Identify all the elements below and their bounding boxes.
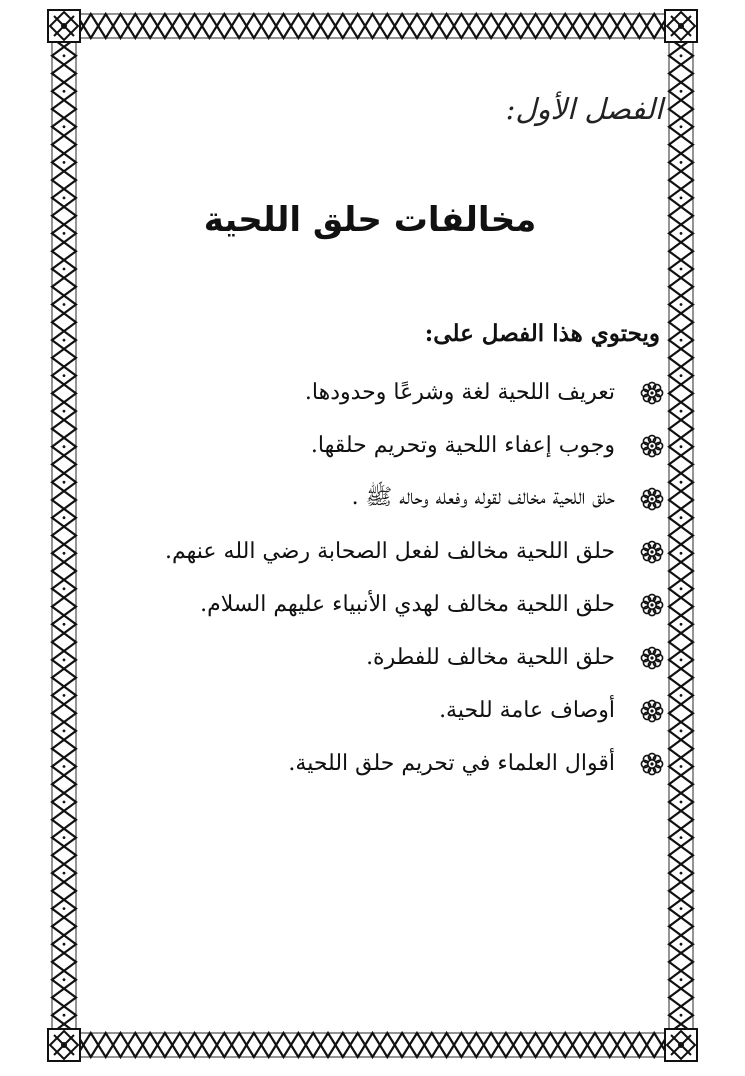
chapter-contents-list	[105, 366, 665, 790]
list-item	[105, 631, 665, 684]
list-item	[105, 737, 665, 790]
flower-icon	[639, 592, 665, 618]
list-item	[105, 472, 665, 525]
flower-icon	[639, 380, 665, 406]
flower-icon	[639, 539, 665, 565]
list-item	[105, 684, 665, 737]
list-item-text: وجوب إعفاء اللحية وتحريم حلقها.	[310, 433, 615, 458]
list-item	[105, 419, 665, 472]
list-item-text: حلق اللحية مخالف لفعل الصحابة رضي الله عنهم.	[165, 539, 615, 564]
list-item-text: أقوال العلماء في تحريم حلق اللحية.	[288, 751, 615, 776]
flower-icon	[639, 433, 665, 459]
list-item-text: حلق اللحية مخالف للفطرة.	[366, 645, 615, 670]
flower-icon	[639, 698, 665, 724]
list-item	[105, 366, 665, 419]
flower-icon	[639, 751, 665, 777]
chapter-intro: ويحتوي هذا الفصل على:	[424, 320, 660, 347]
list-item	[105, 578, 665, 631]
list-item-text: تعريف اللحية لغة وشرعًا وحدودها.	[304, 380, 615, 405]
flower-icon	[639, 645, 665, 671]
page-title: مخالفات حلق اللحية	[203, 200, 537, 240]
list-item-text: أوصاف عامة للحية.	[439, 698, 615, 723]
flower-icon	[639, 486, 665, 512]
chapter-label: الفصل الأول:	[505, 92, 663, 126]
list-item-text: حلق اللحية مخالف لقوله وفعله وحاله ﷺ .	[351, 484, 615, 510]
list-item	[105, 525, 665, 578]
list-item-text: حلق اللحية مخالف لهدي الأنبياء عليهم السلام.	[200, 592, 615, 617]
